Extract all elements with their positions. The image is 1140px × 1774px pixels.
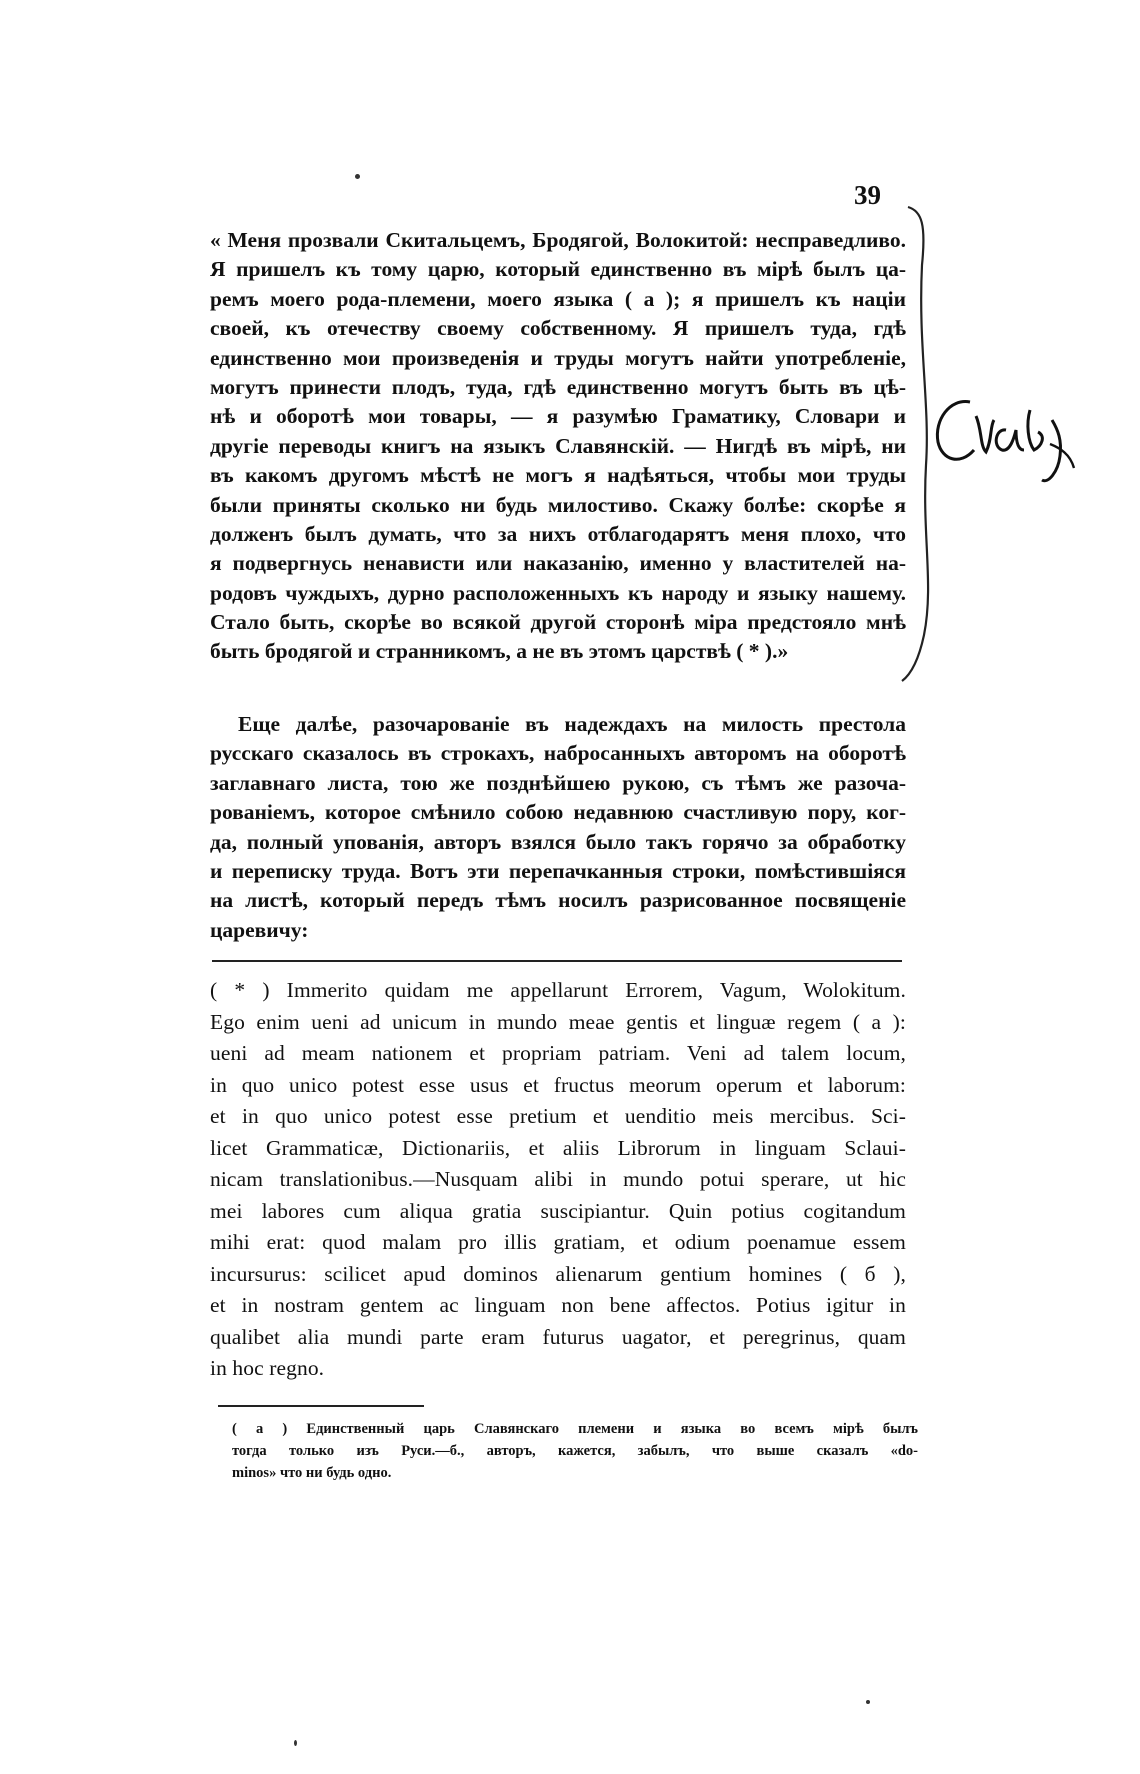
latin-line: qualibet alia mundi parte eram futurus uagator, et peregrinus, quam bbox=[210, 1324, 906, 1349]
quote-line: быть бродягой и странникомъ, а не въ этомъ царствѣ ( * ).» bbox=[210, 639, 789, 664]
footnote-rule bbox=[218, 1405, 424, 1407]
quote-line: я подвергнусь ненависти или наказанію, именно у властителей на- bbox=[210, 551, 906, 576]
latin-line: in hoc regno. bbox=[210, 1356, 325, 1380]
ink-speck bbox=[355, 174, 360, 179]
latin-line: et in quo unico potest esse pretium et uenditio meis mercibus. Sci- bbox=[210, 1104, 906, 1128]
quote-block bbox=[210, 226, 906, 667]
paragraph-line: и переписку труда. Вотъ эти перепачканныя строки, помѣстившіяся bbox=[210, 858, 906, 883]
latin-line: Ego enim ueni ad unicum in mundo meae gentis et linguæ regem ( a ): bbox=[210, 1009, 906, 1034]
quote-line: Стало быть, скорѣе во всякой другой сторонѣ міра предстояло мнѣ bbox=[210, 610, 906, 635]
quote-line: долженъ былъ думать, что за нихъ отблагодарятъ меня плохо, что bbox=[210, 521, 906, 546]
ink-speck bbox=[294, 1740, 297, 1746]
footnote-line: minos» что ни будь одно. bbox=[232, 1465, 392, 1481]
section-rule bbox=[212, 960, 902, 962]
main-paragraph bbox=[210, 710, 906, 945]
paragraph-line: заглавнаго листа, тою же позднѣйшею рукою, съ тѣмъ же разоча- bbox=[210, 770, 906, 795]
latin-line: incursurus: scilicet apud dominos alienarum gentium homines ( б ), bbox=[210, 1261, 906, 1286]
quote-line: своей, къ отечеству своему собственному. Я пришелъ туда, гдѣ bbox=[210, 316, 906, 341]
handwritten-margin-note bbox=[930, 380, 1080, 500]
paragraph-line: да, полный упованія, авторъ взялся было такъ горячо за обработку bbox=[210, 829, 906, 854]
quote-line: единственно мои произведенія и труды могутъ найти употребленіе, bbox=[210, 345, 906, 370]
latin-line: et in nostram gentem ac linguam non bene affectos. Potius igitur in bbox=[210, 1293, 906, 1317]
quote-line: были приняты сколько ни будь милостиво. Скажу болѣе: скорѣе я bbox=[210, 492, 906, 517]
latin-line: in quo unico potest esse usus et fructus meorum operum et laborum: bbox=[210, 1072, 906, 1097]
latin-line: mihi erat: quod malam pro illis gratiam, et odium poenamue essem bbox=[210, 1230, 906, 1254]
latin-footnote bbox=[210, 975, 906, 1385]
latin-line: mei labores cum aliqua gratia suscipiantur. Quin potius cogitandum bbox=[210, 1198, 906, 1223]
latin-line: nicam translationibus.—Nusquam alibi in mundo potui sperare, ut hic bbox=[210, 1167, 906, 1191]
quote-line: родовъ чуждыхъ, дурно расположенныхъ къ народу и языку нашему. bbox=[210, 580, 906, 605]
page-number: 39 bbox=[854, 180, 881, 210]
bottom-footnote bbox=[232, 1418, 918, 1484]
latin-line: licet Grammaticæ, Dictionariis, et aliis Librorum in linguam Sclaui- bbox=[210, 1135, 906, 1160]
quote-line: « Меня прозвали Скитальцемъ, Бродягой, Волокитой: несправедливо. bbox=[210, 228, 906, 252]
latin-line: ( * ) Immerito quidam me appellarunt Errorem, Vagum, Wolokitum. bbox=[210, 978, 906, 1002]
paragraph-line: царевичу: bbox=[210, 917, 309, 942]
paragraph-line: Еще далѣе, разочарованіе въ надеждахъ на милость престола bbox=[238, 712, 906, 736]
ink-speck bbox=[866, 1700, 870, 1704]
paragraph-line: рованіемъ, которое смѣнило собою недавнюю счастливую пору, ког- bbox=[210, 800, 906, 825]
footnote-line: ( а ) Единственный царь Славянскаго племени и языка во всемъ мірѣ былъ bbox=[232, 1421, 918, 1437]
quote-line: другіе переводы книгъ на языкъ Славянскій. — Нигдѣ въ мірѣ, ни bbox=[210, 433, 906, 458]
paragraph-line: на листѣ, который передъ тѣмъ носилъ разрисованное посвященіе bbox=[210, 888, 906, 913]
quote-line: въ какомъ другомъ мѣстѣ не могъ я надѣяться, чтобы мои труды bbox=[210, 463, 906, 488]
quote-line: нѣ и оборотѣ мои товары, — я разумѣю Граматику, Словари и bbox=[210, 404, 906, 429]
latin-line: ueni ad meam nationem et propriam patriam. Veni ad talem locum, bbox=[210, 1041, 906, 1065]
quote-line: ремъ моего рода-племени, моего языка ( а ); я пришелъ къ націи bbox=[210, 286, 906, 311]
paragraph-line: русскаго сказалось въ строкахъ, набросанныхъ авторомъ на оборотѣ bbox=[210, 741, 906, 766]
quote-line: могутъ принести плодъ, туда, гдѣ единственно могутъ быть въ цѣ- bbox=[210, 374, 906, 399]
footnote-line: тогда только изъ Руси.—б., авторъ, кажется, забылъ, что выше сказалъ «do- bbox=[232, 1443, 918, 1459]
quote-line: Я пришелъ къ тому царю, который единственно въ мірѣ былъ ца- bbox=[210, 257, 906, 282]
